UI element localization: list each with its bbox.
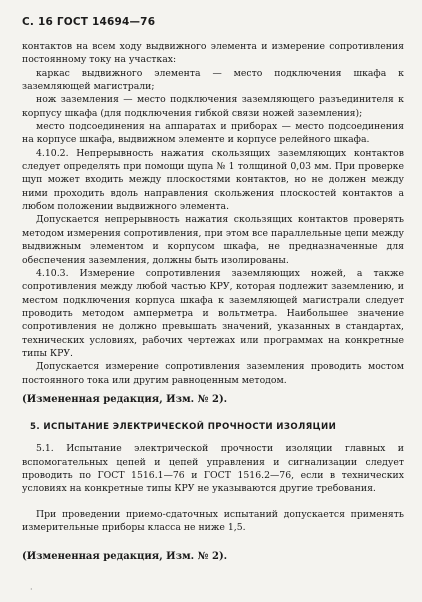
clause-5-1: 5.1. Испытание электрической прочности изоляции главных и вспомогательных цепей и цепей управления и сигнализации следует проводить по ГОСТ 1516.1—76 и ГОСТ 1516.2—76, если в технических условиях на конкретные типы КРУ не указываются другие требования. bbox=[22, 443, 404, 495]
clause-4-10-2: 4.10.2. Непрерывность нажатия скользящих заземляющих контактов следует определять при помощи щупа № 1 толщиной 0,03 мм. При проверке щуп может входить между плоскостями контактов, но не должен между ними проходить вдоль направления скольжения плоскостей контактов а любом положении выдвижного элемента. bbox=[22, 147, 404, 213]
list-item-devices: место подсоединения на аппаратах и приборах — место подсоединения на корпусе шкафа, выдвижном элементе и корпусе релейного шкафа. bbox=[22, 121, 404, 146]
list-item-knife: нож заземления — место подключения заземляющего разъединителя к корпусу шкафа (для подключения гибкой связи ножей заземления); bbox=[22, 94, 404, 119]
paragraph-allowance-1: Допускается непрерывность нажатия скользящих контактов проверять методом измерения сопротивления, при этом все параллельные цепи между выдвижным элементом и корпусом шкафа, не предназначенные для обеспечения заземления, должны быть изолированы. bbox=[22, 214, 404, 266]
paragraph-allowance-2: Допускается измерение сопротивления заземления проводить мостом постоянного тока или другим равноценным методом. bbox=[22, 361, 404, 386]
amendment-note-2: (Измененная редакция, Изм. № 2). bbox=[22, 551, 228, 563]
section-heading-5: 5. ИСПЫТАНИЕ ЭЛЕКТРИЧЕСКОЙ ПРОЧНОСТИ ИЗОЛЯЦИИ bbox=[30, 422, 337, 433]
paragraph-acceptance-tests: При проведении приемо-сдаточных испытаний допускается применять измерительные приборы класса не ниже 1,5. bbox=[22, 508, 404, 533]
page-mark: · bbox=[30, 585, 33, 594]
list-item-frame: каркас выдвижного элемента — место подключения шкафа к заземляющей магистрали; bbox=[22, 67, 404, 93]
amendment-note-1: (Измененная редакция, Изм. № 2). bbox=[22, 393, 228, 405]
paragraph-intro: контактов на всем ходу выдвижного элемента и измерение сопротивления постоянному току на участках: bbox=[22, 41, 404, 66]
clause-4-10-3: 4.10.3. Измерение сопротивления заземляющих ножей, а также сопротивления между любой частью КРУ, которая подлежит заземлению, и местом подключения корпуса шкафа к заземляющей магистрали следует проводить методом амперметра и вольтметра. Наибольшее значение сопротивления не должно превышать значений, указанных в стандартах, технических условиях, рабочих чертежах или программах на конкретные типы КРУ. bbox=[22, 267, 404, 359]
page-header: С. 16 ГОСТ 14694—76 bbox=[22, 16, 156, 28]
